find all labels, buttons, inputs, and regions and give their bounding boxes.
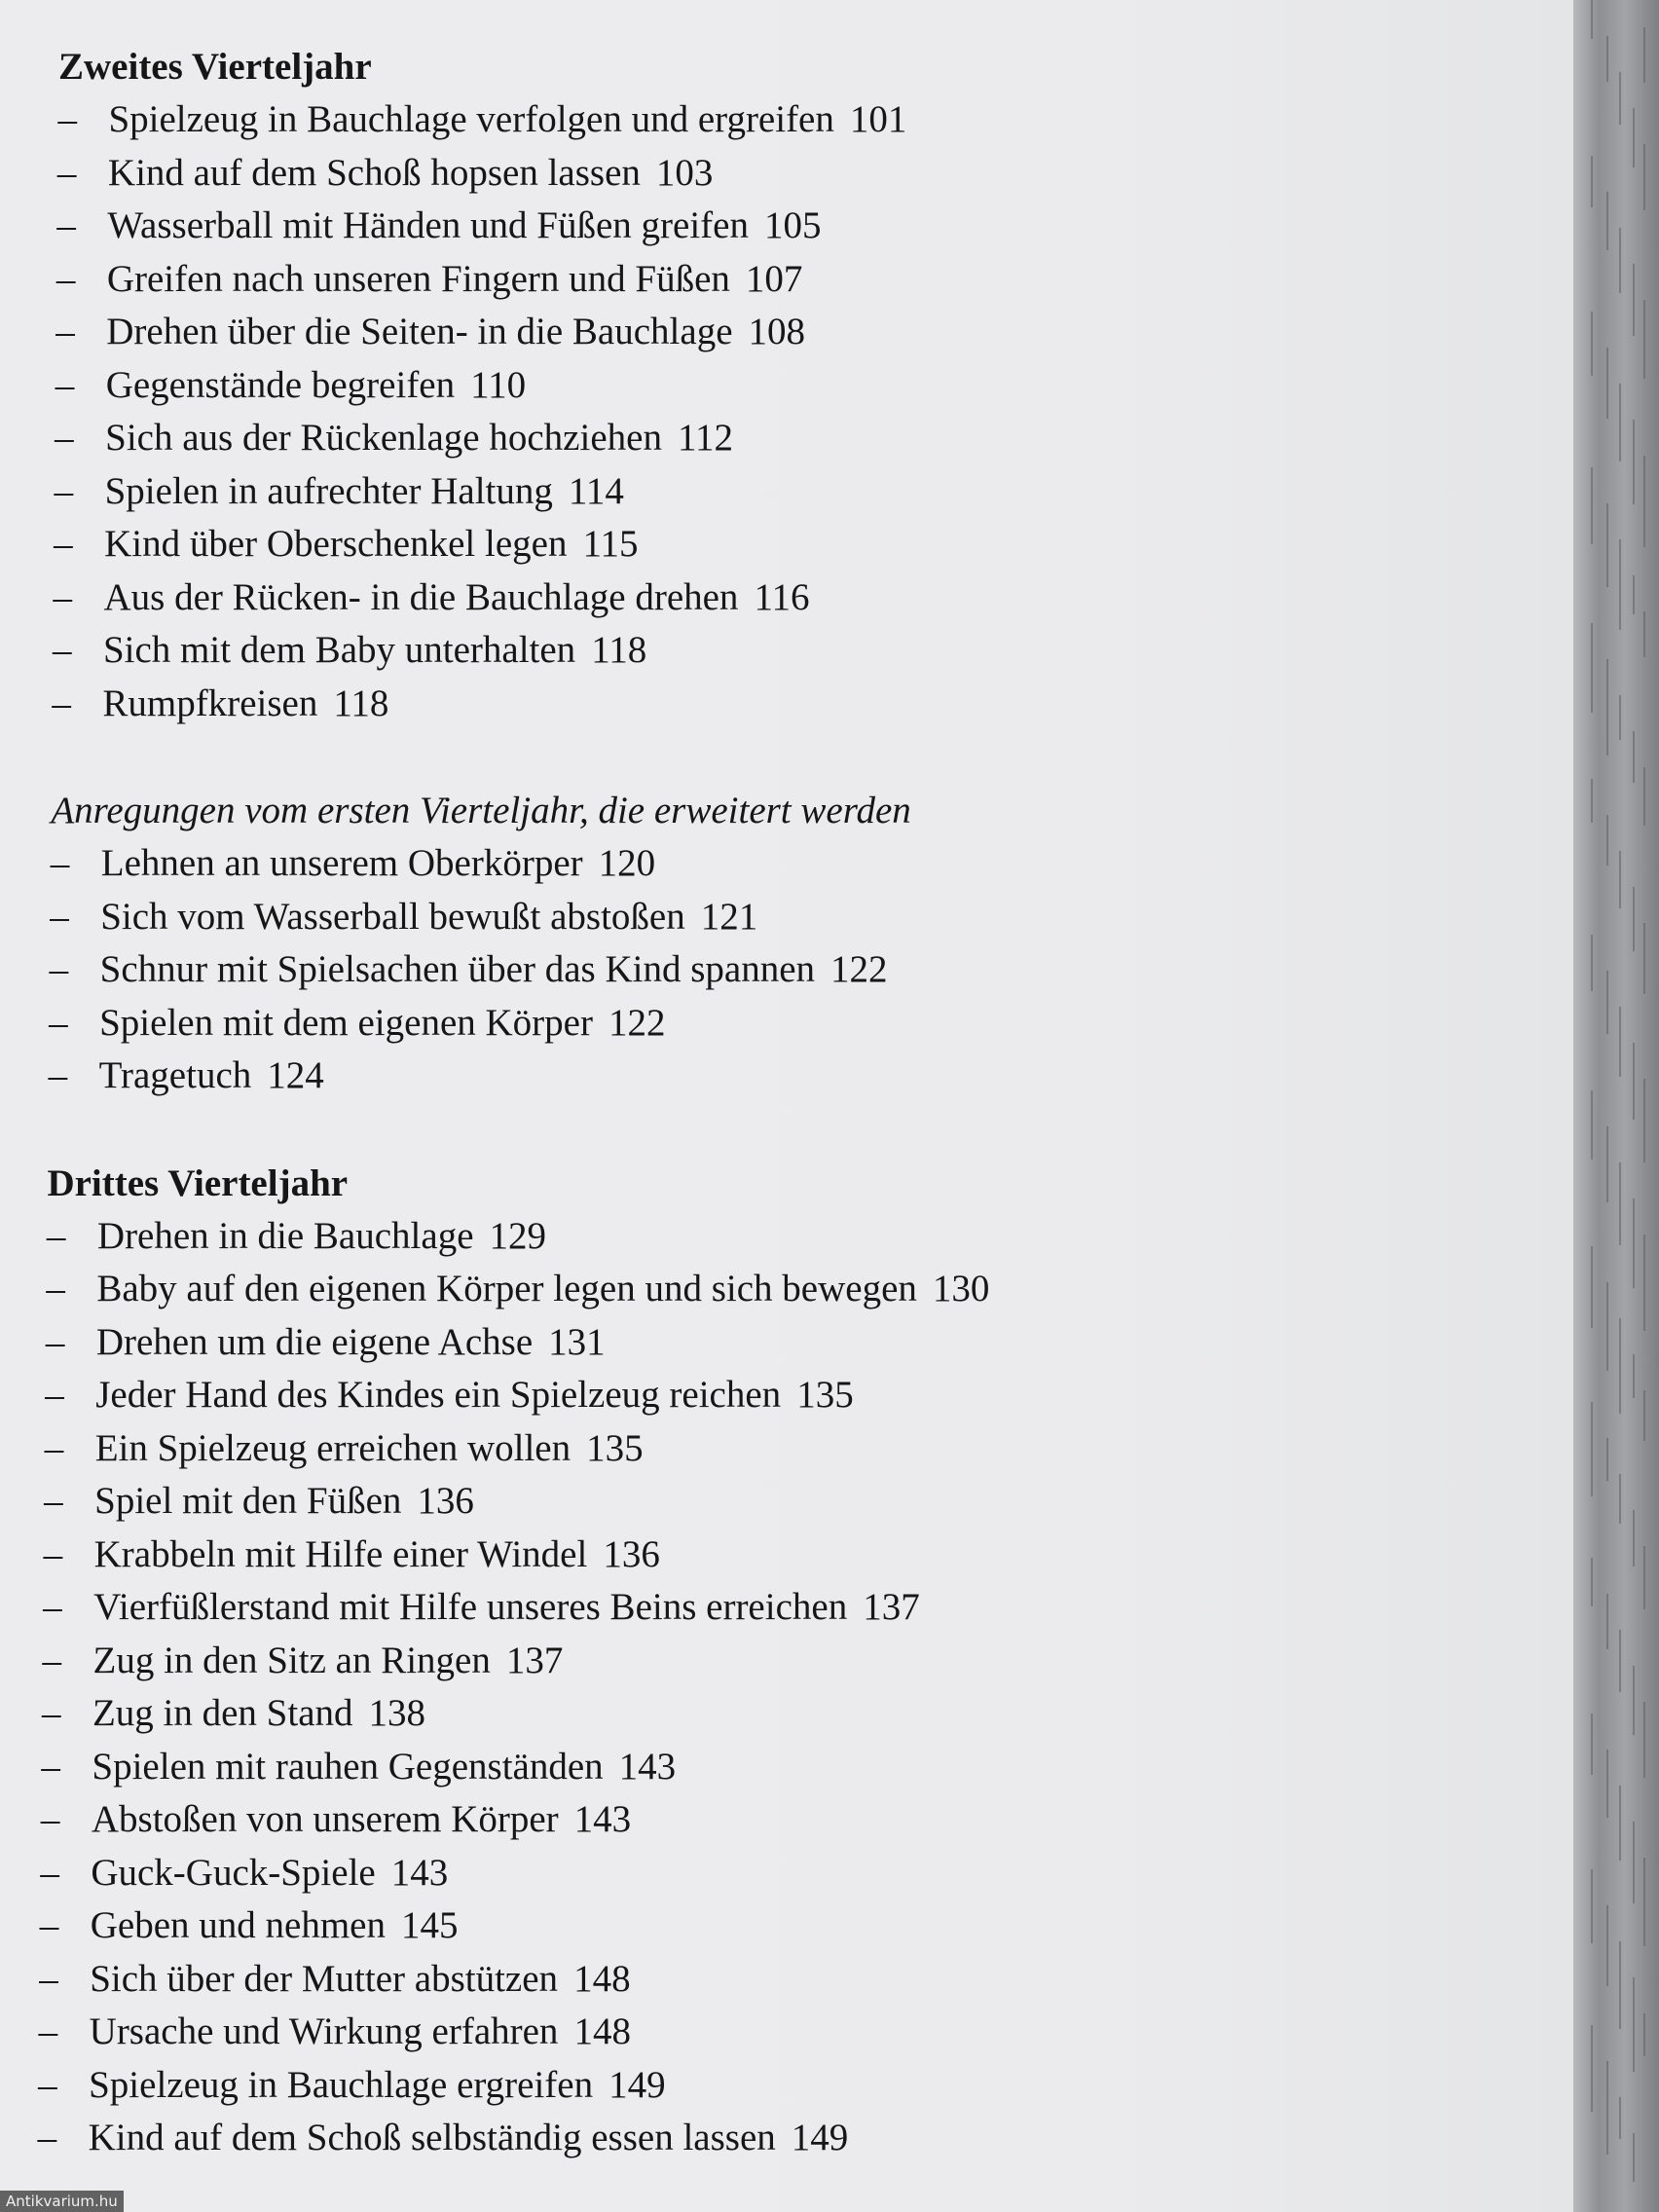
toc-entry [55,306,1519,359]
toc-entry [49,1050,1519,1103]
entry-title: Rumpfkreisen [102,682,318,724]
entry-dash: – [43,1532,63,1575]
entry-title: Schnur mit Spielsachen über das Kind spannen [99,948,816,990]
spine-streak [1606,2061,1608,2155]
spine-streak [1619,72,1621,125]
spine-streak [1643,611,1645,657]
entry-dash: – [48,1054,68,1096]
spine-streak [1591,0,1593,39]
spine-streak [1643,1546,1645,1609]
entry-page-number: 122 [608,1001,666,1044]
spine-streak [1606,36,1608,82]
spine-streak [1633,420,1635,504]
entry-page-number: 114 [568,469,624,512]
entry-title: Sich vom Wasserball bewußt abstoßen [100,895,685,938]
entry-title: Spiel mit den Füßen [94,1480,402,1522]
entry-dash: – [56,204,76,246]
entry-dash: – [41,1692,61,1734]
entry-title: Spielen mit rauhen Gegenständen [92,1745,604,1788]
entry-dash: – [56,151,77,194]
entry-dash: – [41,1745,60,1788]
spine-streak [1633,2133,1635,2182]
entry-page-number: 120 [598,842,656,884]
entry-dash: – [53,575,72,618]
toc-entry [39,1953,1519,2007]
entry-title: Drehen um die eigene Achse [95,1320,534,1363]
toc-entry [40,1899,1519,1953]
entry-dash: – [52,629,72,671]
entry-page-number: 148 [573,2010,631,2052]
toc-entry [57,147,1519,201]
entry-dash: – [45,1320,65,1363]
spine-streak [1643,27,1645,83]
spine-streak [1606,971,1608,1034]
spine-streak [1619,1474,1621,1524]
entry-page-number: 115 [582,523,639,565]
entry-page-number: 116 [754,575,810,618]
entry-dash: – [55,417,74,459]
entry-title: Kind über Oberschenkel legen [104,523,568,565]
spine-streak [1591,1869,1593,1943]
toc-entry [44,1529,1519,1582]
spine-streak [1633,108,1635,167]
entry-title: Sich über der Mutter abstützen [90,1957,559,2000]
entry-title: Jeder Hand des Kindes ein Spielzeug reichen [95,1374,782,1416]
entry-title: Baby auf den eigenen Körper legen und sich bewegen [96,1268,917,1309]
spine-streak [1619,1786,1621,1861]
spine-streak [1591,467,1593,544]
toc-entry [41,1793,1519,1847]
entry-title: Spielzeug in Bauchlage verfolgen und ergreifen [108,98,834,140]
book-spine-shadow [1573,0,1659,2212]
entry-page-number: 143 [390,1851,449,1894]
toc-entry [55,465,1519,519]
spine-streak [1643,923,1645,994]
section-subheading: Anregungen vom ersten Vierteljahr, die erweitert werden [51,790,911,831]
spine-streak [1619,1941,1621,2029]
spine-streak [1643,1235,1645,1331]
spine-streak [1619,1007,1621,1077]
spine-streak [1619,384,1621,461]
spine-streak [1619,1162,1621,1245]
entry-page-number: 149 [791,2117,849,2158]
spine-streak [1591,2025,1593,2112]
entry-page-number: 108 [748,311,806,352]
spine-streak [1591,1246,1593,1328]
entry-page-number: 149 [608,2063,666,2106]
entry-title: Kind auf dem Schoß hopsen lassen [107,151,641,194]
entry-title: Zug in den Stand [92,1692,353,1734]
entry-page-number: 135 [586,1426,644,1469]
toc-entry [57,93,1519,147]
spine-streak [1633,1043,1635,1120]
toc-entry [41,1741,1519,1794]
spine-streak [1619,1630,1621,1692]
toc-section [52,41,1519,730]
entry-title: Greifen nach unseren Fingern und Füßen [106,257,730,300]
entry-page-number: 118 [591,629,647,671]
spine-streak [1643,1702,1645,1778]
entry-dash: – [50,842,70,884]
entry-dash: – [39,1904,59,1946]
entry-dash: – [54,523,73,565]
spine-streak [1619,539,1621,630]
entry-dash: – [42,1639,61,1681]
entry-page-number: 103 [655,151,714,194]
toc-entry [46,1263,1519,1316]
toc-entry [55,359,1519,413]
entry-dash: – [37,2117,57,2158]
section-heading: Zweites Vierteljahr [58,46,372,88]
toc-entry [43,1635,1520,1688]
entry-title: Drehen über die Seiten- in die Bauchlage [106,311,733,352]
entry-title: Ein Spielzeug erreichen wollen [94,1426,571,1469]
spine-streak [1633,264,1635,336]
entry-dash: – [44,1426,64,1469]
toc-entry [45,1422,1519,1476]
spine-streak [1606,1905,1608,1986]
entry-title: Spielen in aufrechter Haltung [104,469,553,512]
entry-dash: – [55,257,76,300]
entry-dash: – [39,1957,58,2000]
entry-dash: – [55,363,75,406]
toc-entry [39,2006,1519,2059]
entry-page-number: 124 [267,1054,324,1096]
spine-streak [1633,575,1635,614]
entry-dash: – [46,1214,66,1257]
toc-entry [56,200,1519,253]
entry-title: Geben und nehmen [90,1904,386,1946]
toc-entry [47,1210,1519,1264]
entry-dash: – [38,2010,58,2052]
entry-title: Drehen in die Bauchlage [96,1214,474,1257]
section-heading: Drittes Vierteljahr [47,1161,349,1204]
entry-dash: – [50,895,69,938]
entry-dash: – [55,311,75,352]
entry-page-number: 130 [932,1268,990,1309]
toc-entry [52,678,1519,731]
entry-dash: – [43,1586,62,1628]
spine-streak [1633,1510,1635,1567]
entry-page-number: 136 [603,1532,660,1575]
entry-title: Wasserball mit Händen und Füßen greifen [107,204,749,246]
spine-streak [1643,2013,1645,2056]
spine-streak [1606,503,1608,587]
spine-streak [1606,348,1608,419]
entry-page-number: 105 [763,204,822,246]
entry-dash: – [52,682,71,724]
entry-page-number: 101 [849,98,907,140]
spine-streak [1591,935,1593,991]
entry-title: Zug in den Sitz an Ringen [92,1639,491,1681]
entry-page-number: 122 [830,948,888,990]
entry-page-number: 148 [573,1957,631,2000]
entry-title: Krabbeln mit Hilfe einer Windel [93,1532,588,1575]
toc-entry [49,997,1519,1051]
section-gap [58,730,1519,785]
spine-streak [1591,312,1593,376]
spine-streak [1606,1126,1608,1202]
section-gap [58,1103,1519,1158]
watermark-label: Antikvarium.hu [0,2191,124,2212]
toc-entry [54,571,1520,625]
spine-streak [1619,228,1621,293]
entry-dash: – [40,1798,60,1840]
entry-dash: – [45,1374,64,1416]
spine-streak [1643,300,1645,379]
spine-streak [1633,731,1635,783]
entry-page-number: 107 [745,257,803,300]
toc-entry [38,2112,1519,2165]
toc-entry [38,2059,1519,2113]
entry-title: Sich mit dem Baby unterhalten [102,629,576,671]
entry-page-number: 137 [505,1639,564,1681]
entry-page-number: 129 [489,1214,546,1257]
spine-streak [1619,851,1621,908]
table-of-contents [37,41,1519,2165]
toc-entry [53,624,1519,678]
toc-entry [56,253,1519,307]
toc-entry [55,412,1519,465]
spine-streak [1619,695,1621,740]
entry-page-number: 138 [368,1692,426,1734]
spine-streak [1591,1402,1593,1496]
entry-dash: – [49,948,69,990]
spine-streak [1619,1318,1621,1414]
spine-streak [1606,815,1608,866]
toc-entry [42,1687,1519,1741]
toc-entry [44,1475,1519,1529]
spine-streak [1643,144,1645,210]
entry-title: Abstoßen von unserem Körper [91,1798,559,1840]
spine-streak [1591,156,1593,207]
spine-streak [1606,1594,1608,1649]
entry-title: Tragetuch [98,1054,252,1096]
entry-dash: – [38,2063,57,2106]
entry-title: Ursache und Wirkung erfahren [89,2010,559,2052]
spine-streak [1591,1090,1593,1160]
entry-title: Guck-Guck-Spiele [91,1851,376,1894]
entry-page-number: 112 [677,417,734,459]
spine-streak [1606,192,1608,250]
entry-dash: – [44,1480,63,1522]
entry-dash: – [57,98,77,140]
entry-page-number: 143 [573,1798,632,1840]
spine-streak [1643,1858,1645,1946]
toc-entry [51,837,1519,891]
toc-entry [45,1369,1519,1422]
entry-title: Gegenstände begreifen [105,363,456,406]
entry-title: Lehnen an unserem Oberkörper [100,842,583,884]
toc-entry [46,1316,1519,1370]
entry-page-number: 143 [618,1745,677,1788]
toc-entry [50,943,1519,997]
spine-streak [1591,1714,1593,1775]
spine-streak [1591,623,1593,713]
spine-streak [1606,1438,1608,1481]
spine-streak [1606,1282,1608,1371]
entry-title: Spielen mit dem eigenen Körper [99,1001,593,1044]
entry-title: Sich aus der Rückenlage hochziehen [105,417,662,459]
entry-dash: – [49,1001,68,1044]
entry-page-number: 137 [863,1586,920,1628]
entry-page-number: 110 [470,363,527,406]
spine-streak [1633,1198,1635,1288]
spine-streak [1633,1666,1635,1735]
spine-streak [1643,767,1645,826]
spine-streak [1606,659,1608,756]
entry-title: Spielzeug in Bauchlage ergreifen [89,2063,594,2106]
spine-streak [1643,1079,1645,1162]
entry-page-number: 131 [548,1320,606,1363]
toc-entry [50,891,1519,944]
entry-page-number: 136 [417,1480,474,1522]
toc-section [37,1158,1519,2165]
entry-dash: – [40,1851,59,1894]
entry-title: Kind auf dem Schoß selbständig essen lassen [88,2117,776,2158]
entry-page-number: 121 [700,895,758,938]
spine-streak [1633,1822,1635,1903]
spine-streak [1643,456,1645,547]
spine-streak [1643,1390,1645,1441]
toc-entry [54,518,1519,571]
spine-streak [1633,1354,1635,1398]
spine-streak [1633,1977,1635,2072]
entry-dash: – [54,469,74,512]
spine-streak [1606,1750,1608,1818]
toc-section [48,785,1519,1103]
toc-entry [43,1581,1519,1635]
entry-page-number: 118 [333,682,389,724]
entry-dash: – [46,1268,65,1309]
spine-streak [1591,779,1593,823]
spine-streak [1633,887,1635,951]
entry-page-number: 145 [401,1904,459,1946]
entry-page-number: 135 [796,1374,854,1416]
toc-entry [40,1847,1519,1900]
entry-title: Aus der Rücken- in die Bauchlage drehen [103,575,739,618]
spine-streak [1619,2097,1621,2139]
entry-title: Vierfüßlerstand mit Hilfe unseres Beins erreichen [93,1586,848,1628]
spine-streak [1591,1558,1593,1606]
